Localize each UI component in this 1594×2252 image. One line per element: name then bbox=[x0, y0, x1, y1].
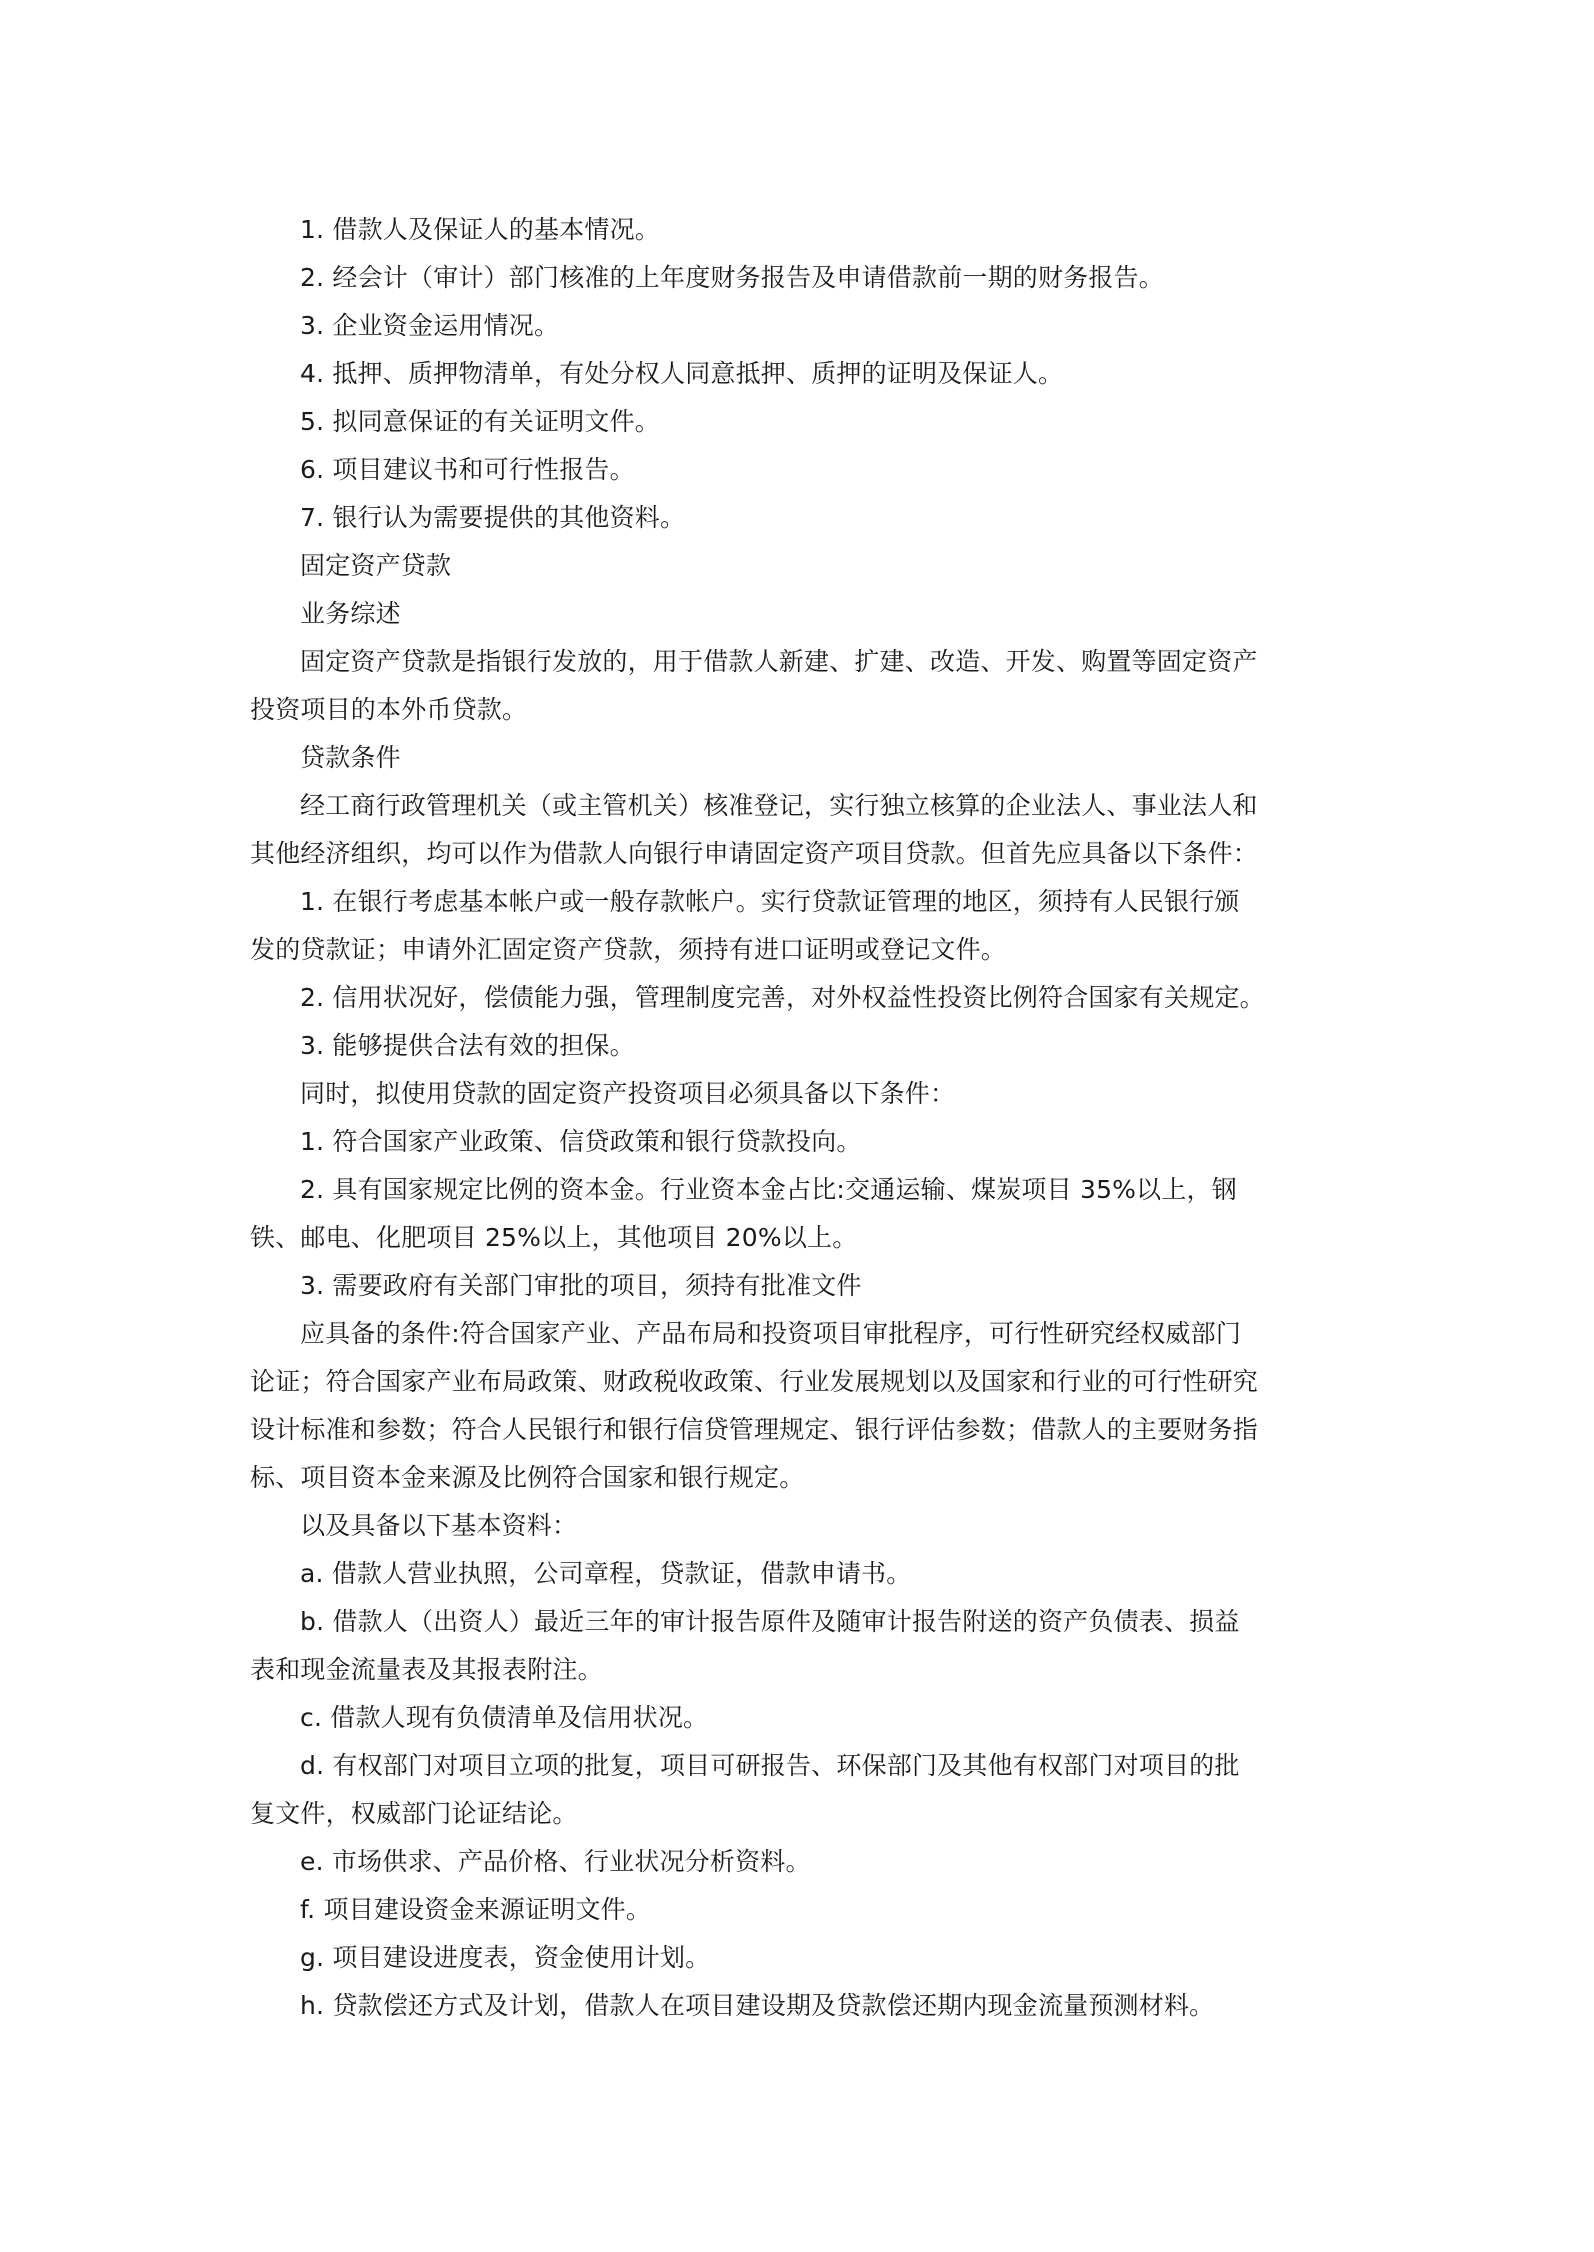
paragraph-line: 经工商行政管理机关（或主管机关）核准登记，实行独立核算的企业法人、事业法人和 bbox=[300, 791, 1258, 820]
paragraph-line: 业务综述 bbox=[300, 599, 401, 628]
paragraph-p25 bbox=[250, 1742, 1354, 1838]
paragraph-line: 5. 拟同意保证的有关证明文件。 bbox=[300, 407, 661, 436]
paragraph-p15 bbox=[250, 1022, 1354, 1070]
paragraph-p4 bbox=[250, 350, 1354, 398]
paragraph-line: 论证；符合国家产业布局政策、财政税收政策、行业发展规划以及国家和行业的可行性研究 bbox=[250, 1367, 1259, 1396]
paragraph-p5 bbox=[250, 398, 1354, 446]
paragraph-line: 复文件，权威部门论证结论。 bbox=[250, 1799, 578, 1828]
paragraph-p16 bbox=[250, 1070, 1354, 1118]
paragraph-p29 bbox=[250, 1982, 1354, 2030]
paragraph-p21 bbox=[250, 1502, 1354, 1550]
paragraph-line: 投资项目的本外币贷款。 bbox=[250, 695, 528, 724]
paragraph-line: c. 借款人现有负债清单及信用状况。 bbox=[300, 1703, 709, 1732]
paragraph-line: 表和现金流量表及其报表附注。 bbox=[250, 1655, 603, 1684]
paragraph-line: 6. 项目建议书和可行性报告。 bbox=[300, 455, 635, 484]
paragraph-p3 bbox=[250, 302, 1354, 350]
paragraph-p20 bbox=[250, 1310, 1354, 1502]
paragraph-line: 1. 符合国家产业政策、信贷政策和银行贷款投向。 bbox=[300, 1127, 862, 1156]
paragraph-p28 bbox=[250, 1934, 1354, 1982]
paragraph-line: b. 借款人（出资人）最近三年的审计报告原件及随审计报告附送的资产负债表、损益 bbox=[300, 1607, 1240, 1636]
paragraph-p10 bbox=[250, 638, 1354, 734]
paragraph-p8 bbox=[250, 542, 1354, 590]
paragraph-p2 bbox=[250, 254, 1354, 302]
paragraph-p27 bbox=[250, 1886, 1354, 1934]
paragraph-line: 2. 信用状况好，偿债能力强，管理制度完善，对外权益性投资比例符合国家有关规定。 bbox=[300, 983, 1265, 1012]
paragraph-line: 铁、邮电、化肥项目 25%以上，其他项目 20%以上。 bbox=[250, 1223, 858, 1252]
paragraph-line: g. 项目建设进度表，资金使用计划。 bbox=[300, 1943, 711, 1972]
paragraph-line: 3. 企业资金运用情况。 bbox=[300, 311, 560, 340]
paragraph-line: e. 市场供求、产品价格、行业状况分析资料。 bbox=[300, 1847, 811, 1876]
paragraph-line: 贷款条件 bbox=[300, 743, 401, 772]
paragraph-p9 bbox=[250, 590, 1354, 638]
paragraph-p19 bbox=[250, 1262, 1354, 1310]
paragraph-p14 bbox=[250, 974, 1354, 1022]
document-page bbox=[250, 206, 1354, 2030]
paragraph-line: 以及具备以下基本资料： bbox=[300, 1511, 578, 1540]
paragraph-line: 4. 抵押、质押物清单，有处分权人同意抵押、质押的证明及保证人。 bbox=[300, 359, 1064, 388]
paragraph-line: 标、项目资本金来源及比例符合国家和银行规定。 bbox=[250, 1463, 805, 1492]
paragraph-p6 bbox=[250, 446, 1354, 494]
paragraph-p18 bbox=[250, 1166, 1354, 1262]
paragraph-line: d. 有权部门对项目立项的批复，项目可研报告、环保部门及其他有权部门对项目的批 bbox=[300, 1751, 1240, 1780]
paragraph-line: 7. 银行认为需要提供的其他资料。 bbox=[300, 503, 686, 532]
paragraph-p11 bbox=[250, 734, 1354, 782]
paragraph-p7 bbox=[250, 494, 1354, 542]
paragraph-line: 固定资产贷款 bbox=[300, 551, 452, 580]
paragraph-line: 其他经济组织，均可以作为借款人向银行申请固定资产项目贷款。但首先应具备以下条件： bbox=[250, 839, 1259, 868]
paragraph-line: 设计标准和参数；符合人民银行和银行信贷管理规定、银行评估参数；借款人的主要财务指 bbox=[250, 1415, 1259, 1444]
paragraph-p12 bbox=[250, 782, 1354, 878]
paragraph-p26 bbox=[250, 1838, 1354, 1886]
paragraph-line: 固定资产贷款是指银行发放的，用于借款人新建、扩建、改造、开发、购置等固定资产 bbox=[300, 647, 1258, 676]
paragraph-line: 应具备的条件:符合国家产业、产品布局和投资项目审批程序，可行性研究经权威部门 bbox=[300, 1319, 1242, 1348]
paragraph-p13 bbox=[250, 878, 1354, 974]
paragraph-line: 1. 在银行考虑基本帐户或一般存款帐户。实行贷款证管理的地区，须持有人民银行颁 bbox=[300, 887, 1240, 916]
paragraph-p24 bbox=[250, 1694, 1354, 1742]
paragraph-line: 1. 借款人及保证人的基本情况。 bbox=[300, 215, 661, 244]
paragraph-line: f. 项目建设资金来源证明文件。 bbox=[300, 1895, 652, 1924]
paragraph-line: 发的贷款证；申请外汇固定资产贷款，须持有进口证明或登记文件。 bbox=[250, 935, 1007, 964]
paragraph-line: 2. 经会计（审计）部门核准的上年度财务报告及申请借款前一期的财务报告。 bbox=[300, 263, 1165, 292]
paragraph-p1 bbox=[250, 206, 1354, 254]
paragraph-line: 2. 具有国家规定比例的资本金。行业资本金占比:交通运输、煤炭项目 35%以上，钢 bbox=[300, 1175, 1237, 1204]
paragraph-line: 同时，拟使用贷款的固定资产投资项目必须具备以下条件： bbox=[300, 1079, 956, 1108]
paragraph-line: h. 贷款偿还方式及计划，借款人在项目建设期及贷款偿还期内现金流量预测材料。 bbox=[300, 1991, 1215, 2020]
paragraph-p23 bbox=[250, 1598, 1354, 1694]
paragraph-line: a. 借款人营业执照，公司章程，贷款证，借款申请书。 bbox=[300, 1559, 912, 1588]
paragraph-line: 3. 能够提供合法有效的担保。 bbox=[300, 1031, 635, 1060]
paragraph-p22 bbox=[250, 1550, 1354, 1598]
paragraph-line: 3. 需要政府有关部门审批的项目，须持有批准文件 bbox=[300, 1271, 862, 1300]
paragraph-p17 bbox=[250, 1118, 1354, 1166]
